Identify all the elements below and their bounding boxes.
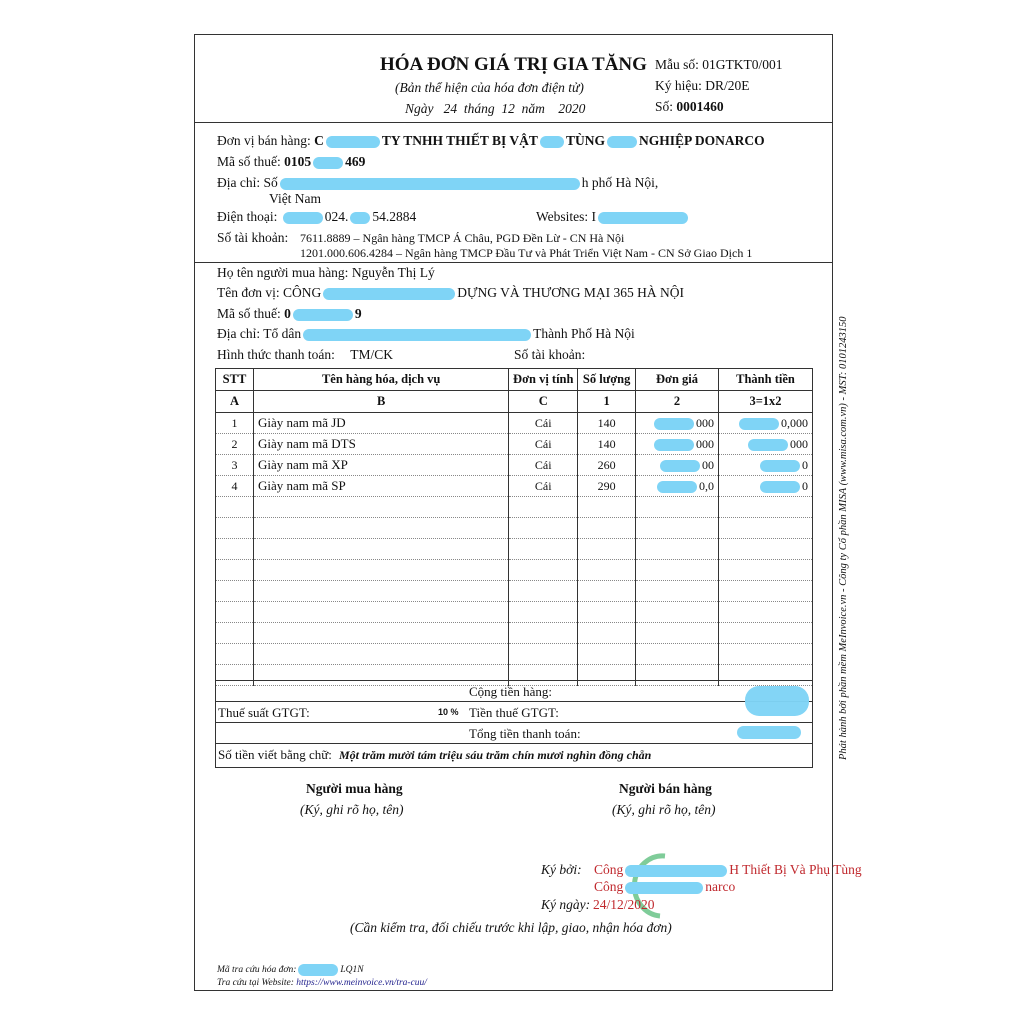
seller-name-label: Đơn vị bán hàng: [217, 133, 311, 148]
col-header: Thành tiền [719, 369, 813, 391]
buyer-unit-row [217, 285, 684, 301]
invoice-symbol: Ký hiệu: DR/20E [655, 78, 750, 93]
divider [194, 122, 833, 123]
seller-phone: 024. 54.2884 [281, 209, 417, 224]
signed-by-line1: Công H Thiết Bị Và Phụ Tùng [594, 862, 862, 877]
seller-sign-title: Người bán hàng [619, 781, 712, 796]
redaction-mark [739, 418, 779, 430]
verify-note: (Cần kiểm tra, đối chiếu trước khi lập, giao, nhận hóa đơn) [350, 920, 672, 935]
redaction-mark [303, 329, 531, 341]
col-code: 3=1x2 [719, 391, 813, 413]
cell-qty: 140 [578, 413, 636, 434]
table-row-empty [216, 581, 813, 602]
cell-empty [578, 539, 636, 560]
cell-unit: Cái [509, 476, 578, 497]
seller-phone-label: Điện thoại: [217, 209, 278, 224]
seller-website-row [536, 209, 690, 225]
cell-name: Giày nam mã JD [253, 413, 508, 434]
buyer-tax: 0 9 [284, 306, 362, 321]
cell-empty [253, 539, 508, 560]
redaction-mark [654, 418, 694, 430]
redaction-mark [350, 212, 370, 224]
cell-empty [578, 518, 636, 539]
col-code: 1 [578, 391, 636, 413]
buyer-address: Tổ dân Thành Phố Hà Nội [263, 326, 635, 341]
table-row-empty [216, 518, 813, 539]
table-row [216, 455, 813, 476]
cell-empty [509, 581, 578, 602]
redaction-mark [760, 481, 800, 493]
seller-account-label: Số tài khoản: [217, 230, 289, 245]
buyer-address-row [217, 326, 635, 342]
seller-address-label: Địa chỉ: [217, 175, 261, 190]
cell-total: 000 [719, 434, 813, 455]
cell-empty [719, 539, 813, 560]
lookup-code-label: Mã tra cứu hóa đơn: [217, 965, 297, 976]
amount-in-words-row [215, 743, 813, 768]
cell-empty [636, 623, 719, 644]
cell-empty [636, 602, 719, 623]
table-row-empty [216, 602, 813, 623]
lookup-code-row [217, 964, 364, 976]
total-row [215, 722, 813, 744]
cell-empty [253, 581, 508, 602]
cell-empty [719, 518, 813, 539]
cell-price: 00 [636, 455, 719, 476]
cell-unit: Cái [509, 455, 578, 476]
buyer-tax-label: Mã số thuế: [217, 306, 281, 321]
signed-by-line2: Công narco [594, 879, 736, 894]
invoice-number: 0001460 [676, 99, 724, 114]
col-header: Tên hàng hóa, dịch vụ [253, 369, 508, 391]
cell-empty [509, 644, 578, 665]
seller-tax-label: Mã số thuế: [217, 154, 281, 169]
buyer-tax-row [217, 306, 362, 322]
col-header: Đơn giá [636, 369, 719, 391]
seller-address-line2: Việt Nam [269, 191, 322, 206]
col-header: Đơn vị tính [509, 369, 578, 391]
table-row [216, 476, 813, 497]
col-code: C [509, 391, 578, 413]
seller-address-row [217, 175, 658, 191]
cell-empty [509, 560, 578, 581]
seller-tax-row [217, 154, 365, 170]
subtotal-label: Cộng tiền hàng: [469, 684, 553, 699]
cell-unit: Cái [509, 434, 578, 455]
subtotal-row [215, 680, 813, 702]
invoice-subtitle: (Bản thể hiện của hóa đơn điện tử) [395, 80, 584, 95]
redaction-mark [326, 136, 380, 148]
buyer-name: Nguyễn Thị Lý [351, 265, 435, 280]
redaction-mark [607, 136, 637, 148]
publisher-side-text: Phát hành bởi phần mềm MeInvoice.vn - Công ty Cổ phần MISA (www.misa.com.vn) - MST: 0101243150 [838, 316, 849, 760]
cell-empty [719, 644, 813, 665]
buyer-name-row [217, 265, 435, 281]
cell-empty [253, 497, 508, 518]
seller-name-row [217, 133, 765, 149]
col-code: A [216, 391, 254, 413]
redaction-mark [657, 481, 697, 493]
cell-empty [253, 623, 508, 644]
payment-method: TM/CK [350, 347, 394, 362]
cell-empty [216, 518, 254, 539]
buyer-unit: CÔNG DỰNG VÀ THƯƠNG MẠI 365 HÀ NỘI [283, 285, 684, 300]
redaction-mark [283, 212, 323, 224]
signed-date: 24/12/2020 [593, 897, 655, 912]
seller-website-label: Websites: [536, 209, 589, 224]
invoice-number-label: Số: [655, 99, 674, 114]
redaction-mark [540, 136, 564, 148]
items-table [215, 368, 813, 686]
col-code: B [253, 391, 508, 413]
cell-price: 0,0 [636, 476, 719, 497]
cell-empty [253, 560, 508, 581]
lookup-website-label: Tra cứu tại Website: [217, 978, 294, 988]
cell-empty [578, 644, 636, 665]
cell-empty [253, 644, 508, 665]
invoice-title: HÓA ĐƠN GIÁ TRỊ GIA TĂNG [380, 54, 647, 75]
buyer-sign-hint: (Ký, ghi rõ họ, tên) [300, 802, 404, 817]
cell-empty [216, 602, 254, 623]
cell-empty [719, 602, 813, 623]
cell-empty [719, 560, 813, 581]
cell-empty [216, 539, 254, 560]
cell-stt: 2 [216, 434, 254, 455]
seller-sign-hint: (Ký, ghi rõ họ, tên) [612, 802, 716, 817]
cell-total: 0,000 [719, 413, 813, 434]
col-code: 2 [636, 391, 719, 413]
cell-empty [509, 602, 578, 623]
cell-name: Giày nam mã SP [253, 476, 508, 497]
cell-empty [636, 497, 719, 518]
divider [194, 262, 833, 263]
cell-qty: 260 [578, 455, 636, 476]
cell-price: 000 [636, 434, 719, 455]
amount-in-words: Một trăm mười tám triệu sáu trăm chín mươi nghìn đồng chẵn [339, 748, 652, 762]
buyer-name-label: Họ tên người mua hàng: [217, 265, 349, 280]
cell-name: Giày nam mã XP [253, 455, 508, 476]
total-label: Tổng tiền thanh toán: [469, 726, 581, 741]
form-number: Mẫu số: 01GTKT0/001 [655, 57, 783, 72]
redaction-mark [598, 212, 688, 224]
cell-empty [636, 518, 719, 539]
buyer-unit-label: Tên đơn vị: [217, 285, 280, 300]
vat-amount-label: Tiền thuế GTGT: [469, 705, 559, 720]
lookup-website-link[interactable]: https://www.meinvoice.vn/tra-cuu/ [296, 978, 427, 988]
redaction-mark [660, 460, 700, 472]
amount-in-words-label: Số tiền viết bằng chữ: [218, 747, 332, 762]
table-row-empty [216, 539, 813, 560]
vat-row [215, 701, 813, 723]
cell-empty [216, 497, 254, 518]
cell-empty [216, 581, 254, 602]
cell-empty [253, 518, 508, 539]
seller-name: C TY TNHH THIẾT BỊ VẬT TÙNG NGHIỆP DONARCO [314, 133, 765, 148]
vat-rate: 10 % [438, 707, 459, 717]
cell-empty [719, 497, 813, 518]
cell-empty [578, 560, 636, 581]
redaction-mark [737, 726, 801, 739]
table-row [216, 434, 813, 455]
col-header: STT [216, 369, 254, 391]
cell-name: Giày nam mã DTS [253, 434, 508, 455]
lookup-website-row [217, 978, 427, 988]
seller-phone-row [217, 209, 416, 225]
cell-unit: Cái [509, 413, 578, 434]
cell-stt: 4 [216, 476, 254, 497]
cell-empty [216, 644, 254, 665]
cell-empty [578, 602, 636, 623]
col-header: Số lượng [578, 369, 636, 391]
invoice-number-row [655, 99, 724, 115]
seller-account-1: 7611.8889 – Ngân hàng TMCP Á Châu, PGD Đền Lừ - CN Hà Nội [300, 231, 625, 245]
vat-rate-label: Thuế suất GTGT: [218, 705, 310, 720]
cell-empty [509, 518, 578, 539]
buyer-account-label: Số tài khoản: [514, 347, 586, 362]
invoice-date: Ngày 24 tháng 12 năm 2020 [405, 101, 586, 116]
seller-tax: 0105 469 [284, 154, 366, 169]
seller-website: I [592, 209, 691, 224]
table-row-empty [216, 644, 813, 665]
redaction-mark [625, 882, 703, 894]
signed-date-label: Ký ngày: [541, 897, 591, 912]
cell-empty [216, 560, 254, 581]
cell-empty [719, 581, 813, 602]
redaction-mark [313, 157, 343, 169]
cell-empty [509, 539, 578, 560]
redaction-mark [293, 309, 353, 321]
cell-empty [719, 623, 813, 644]
seller-account-2: 1201.000.606.4284 – Ngân hàng TMCP Đầu Tư và Phát Triển Việt Nam - CN Sở Giao Dịch 1 [300, 246, 753, 260]
cell-empty [509, 497, 578, 518]
cell-empty [216, 623, 254, 644]
redaction-mark [298, 964, 338, 976]
redaction-mark [745, 686, 809, 716]
cell-stt: 1 [216, 413, 254, 434]
signed-by-label: Ký bởi: [541, 862, 582, 877]
cell-empty [578, 581, 636, 602]
cell-empty [636, 539, 719, 560]
payment-method-row [217, 347, 393, 363]
table-header-row [216, 369, 813, 391]
cell-empty [253, 602, 508, 623]
cell-empty [636, 581, 719, 602]
redaction-mark [323, 288, 455, 300]
cell-qty: 140 [578, 434, 636, 455]
cell-empty [509, 623, 578, 644]
table-row-empty [216, 623, 813, 644]
payment-method-label: Hình thức thanh toán: [217, 347, 335, 362]
table-row-empty [216, 497, 813, 518]
redaction-mark [280, 178, 580, 190]
redaction-mark [625, 865, 727, 877]
cell-price: 000 [636, 413, 719, 434]
cell-stt: 3 [216, 455, 254, 476]
cell-qty: 290 [578, 476, 636, 497]
cell-empty [636, 560, 719, 581]
table-code-row [216, 391, 813, 413]
seller-address: Số h phố Hà Nội, [263, 175, 659, 190]
redaction-mark [654, 439, 694, 451]
cell-empty [578, 623, 636, 644]
redaction-mark [748, 439, 788, 451]
buyer-sign-title: Người mua hàng [306, 781, 403, 796]
cell-empty [636, 644, 719, 665]
cell-total: 0 [719, 455, 813, 476]
lookup-code: LQ1N [296, 965, 363, 975]
table-row-empty [216, 560, 813, 581]
redaction-mark [760, 460, 800, 472]
table-row [216, 413, 813, 434]
cell-total: 0 [719, 476, 813, 497]
buyer-address-label: Địa chỉ: [217, 326, 261, 341]
cell-empty [578, 497, 636, 518]
